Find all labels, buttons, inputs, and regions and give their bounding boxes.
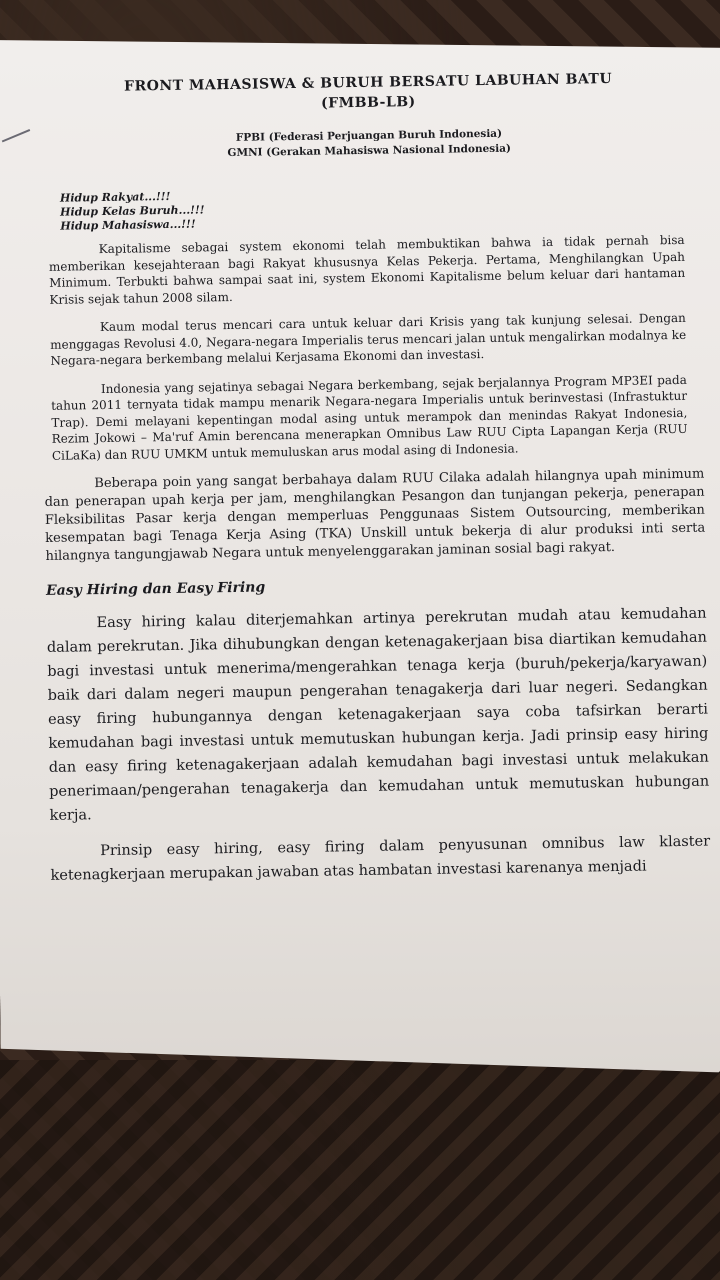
fabric-background [0, 1060, 720, 1280]
slogan-mahasiswa: Hidup Mahasiswa...!!! [60, 217, 196, 233]
slogan-rakyat: Hidup Rakyat...!!! [59, 189, 171, 205]
body-intro [41, 232, 706, 566]
document-title-abbrev: (FMBB-LB) [320, 94, 416, 112]
paragraph-ruu-cilaka: Beberapa poin yang sangat berbahaya dalam RUU Cilaka adalah hilangnya upah minimum dan penerapan upah kerja per jam, menghilangkan Pesangon dan tunjangan pekerja, penerapan Fleksibilitas Pasar kerja dengan memperluas Penggunaas Sistem Outsourcing, memberikan kesempatan bagi Tenaga Kerja Asing (TKA) Unskill untuk bekerja di alur produksi inti serta hilangnya tangungjawab Negara untuk menyelenggarakan jaminan sosial bagi rakyat. [44, 466, 706, 564]
pen-mark [2, 129, 30, 142]
paragraph-kapitalisme: Kapitalisme sebagai system ekonomi telah membuktikan bahwa ia tidak pernah bisa memberikan kesejahteraan bagi Rakyat khususnya Kelas Pekerja. Pertama, Menghilangkan Upah Minimum. Terbukti bahwa sampai saat ini, system Ekonomi Kapitalisme belum keluar dari hantaman Krisis sejak tahun 2008 silam. [48, 232, 686, 307]
paragraph-indonesia: Indonesia yang sejatinya sebagai Negara berkembang, sejak berjalannya Program MP3EI pada tahun 2011 ternyata tidak mampu menarik Negara-negara Imperialis untuk berinvestasi (Infrastuktur Trap). Demi melayani kepentingan modal asing untuk merampok dan menindas Rakyat Indonesia, Rezim Jokowi – Ma'ruf Amin berencana menerapkan Omnibus Law RUU Cipta Lapangan Kerja (RUU CiLaKa) dan RUU UMKM untuk memuluskan arus modal asing di Indonesia. [51, 372, 688, 463]
organizations [39, 124, 699, 164]
org-gmni: GMNI (Gerakan Mahasiswa Nasional Indonesia) [227, 142, 512, 160]
document-title: FRONT MAHASISWA & BURUH BERSATU LABUHAN BATU [123, 70, 613, 95]
org-fpbi: FPBI (Federasi Perjuangan Buruh Indonesia) [235, 127, 503, 144]
slogans [60, 182, 701, 234]
slogan-buruh: Hidup Kelas Buruh...!!! [60, 203, 205, 219]
paragraph-kaum-modal: Kaum modal terus mencari cara untuk keluar dari Krisis yang tak kunjung selesai. Dengan menggagas Revolusi 4.0, Negara-negara Imperialis terus mencari jalan untuk mengalirkan modalnya ke Negara-negara berkembang melalui Kerjasama Ekonomi dan investasi. [50, 310, 687, 368]
paragraph-prinsip: Prinsip easy hiring, easy firing dalam penyusunan omnibus law klaster ketenagkerjaan merupakan jawaban atas hambatan investasi karenanya menjadi [50, 833, 711, 884]
paragraph-easy-hiring: Easy hiring kalau diterjemahkan artinya perekrutan mudah atau kemudahan dalam perekrutan. Jika dihubungkan dengan ketenagakerjaan bisa diartikan kemudahan bagi investasi untuk menerima/mengerahkan tenaga kerja (buruh/pekerja/karyawan) baik dari dalam negeri maupun pengerahan tenagakerja dari luar negeri. Sedangkan easy firing hubungannya dengan ketenagakerjaan saya coba tafsirkan berarti kemudahan bagi investasi untuk memutuskan hubungan kerja. Jadi prinsip easy hiring dan easy firing ketenagakerjaan adalah kemudahan bagi investasi untuk melakukan penerimaan/pengerahan tenagakerja dan kemudahan untuk memutuskan hubungan kerja. [46, 605, 710, 824]
document-page [38, 68, 711, 900]
section-heading: Easy Hiring dan Easy Firing [45, 579, 266, 599]
